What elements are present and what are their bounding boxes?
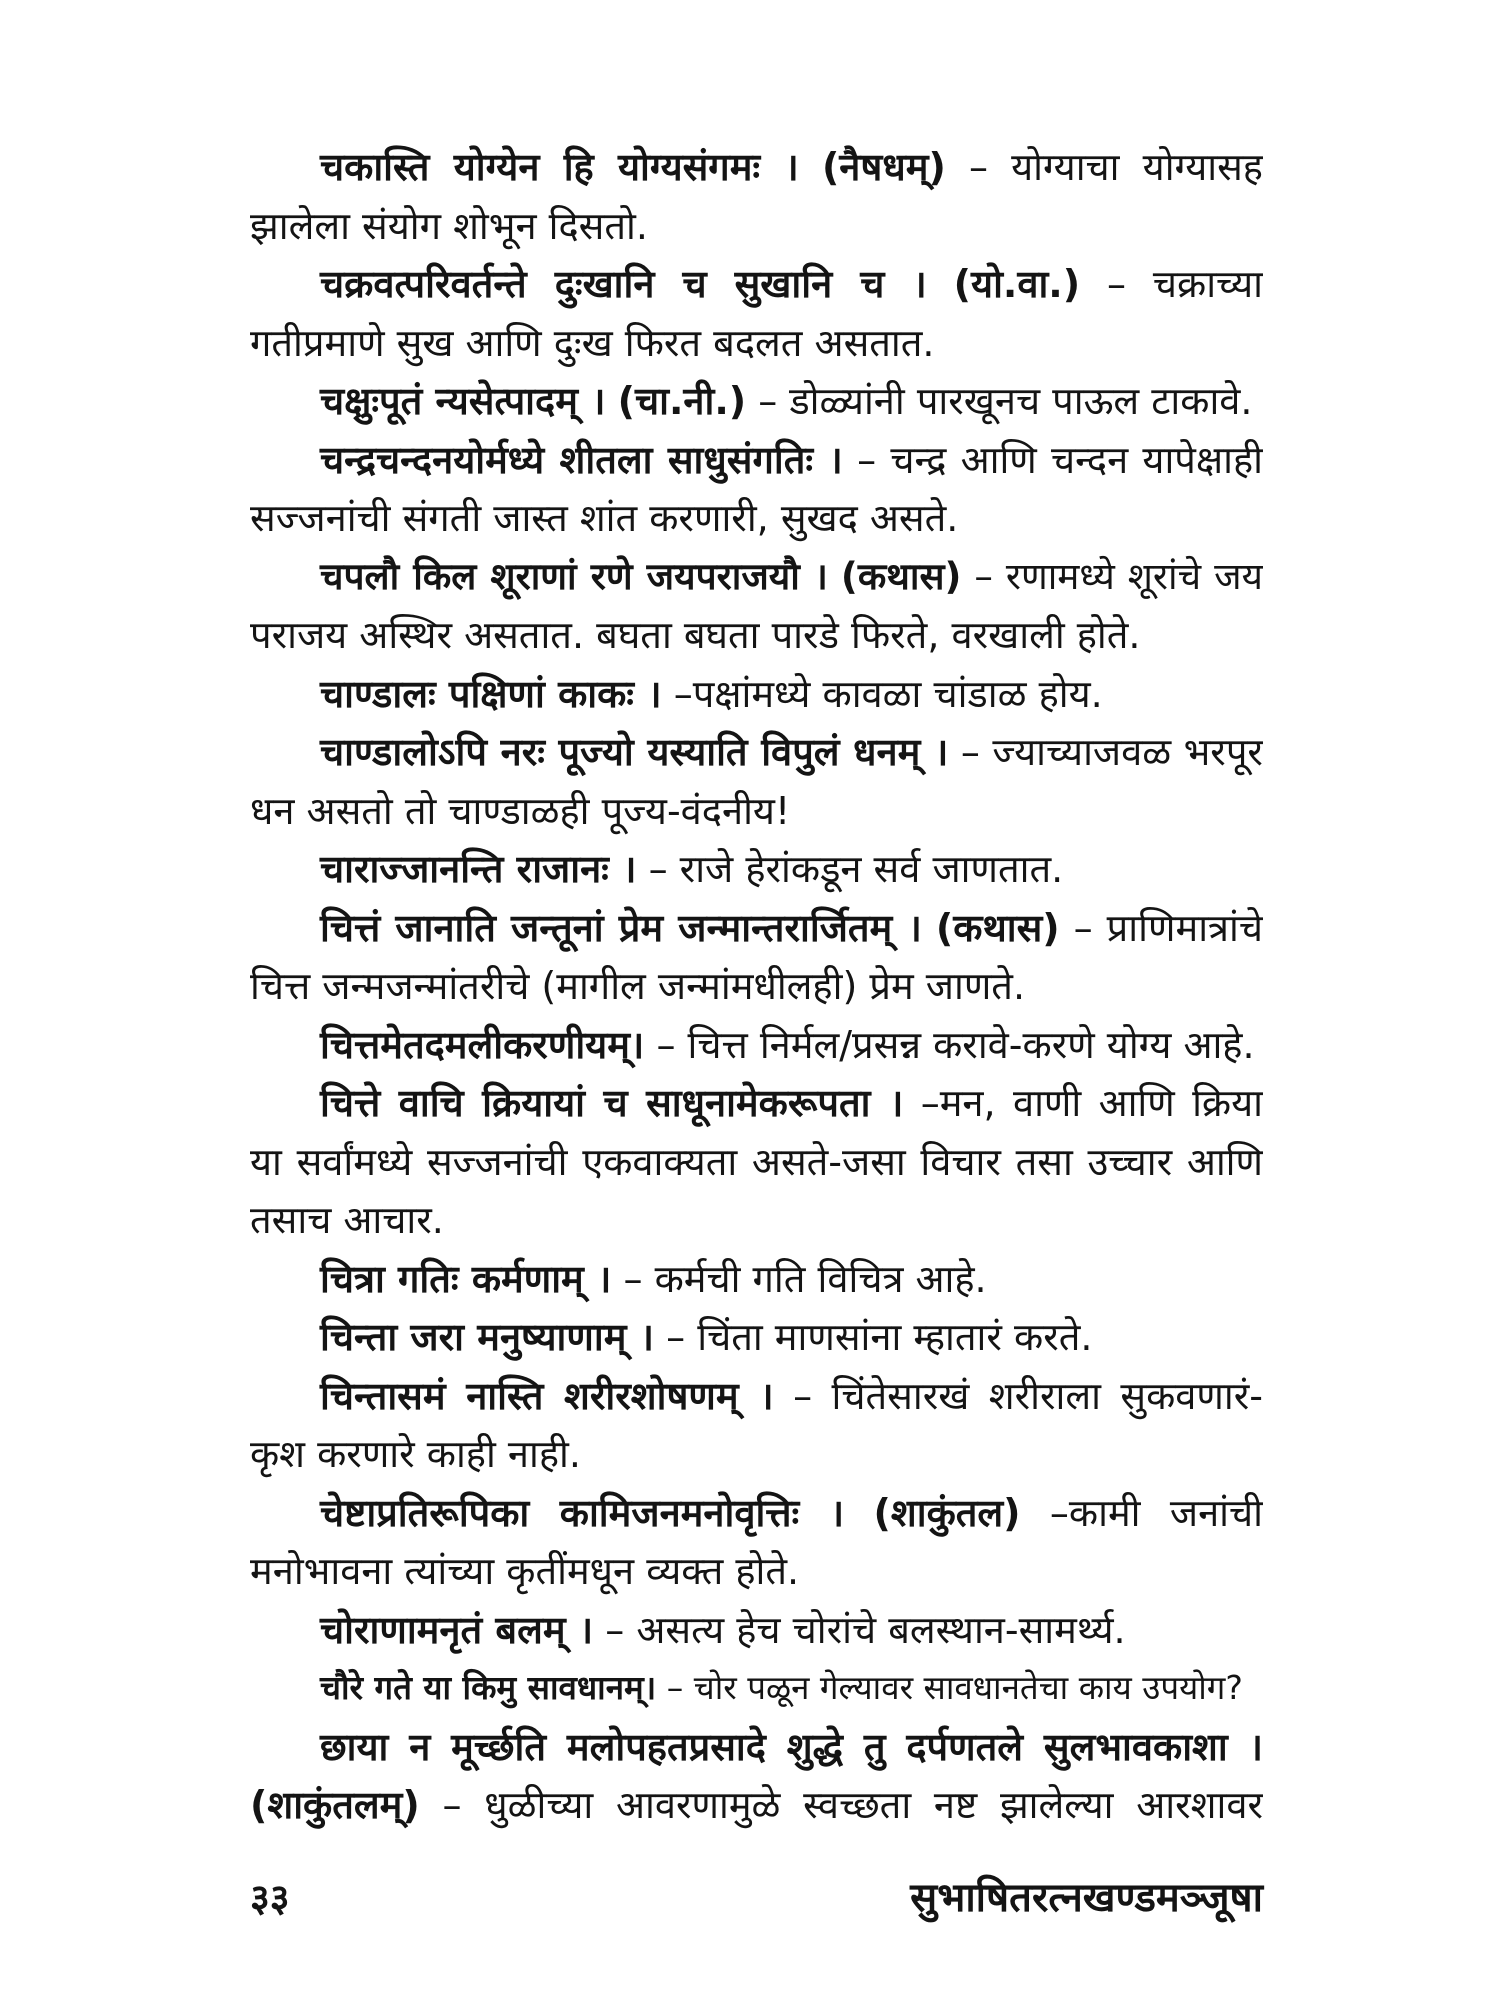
entry-line: [250, 1542, 1263, 1601]
marathi-meaning: झालेला संयोग शोभून दिसतो.: [250, 203, 648, 248]
marathi-meaning: – चिंतेसारखं शरीराला सुकवणारं-: [793, 1373, 1263, 1418]
entry-line: [250, 782, 1263, 841]
entry-line: [250, 1718, 1263, 1777]
entry-line: [250, 314, 1263, 373]
book-title: सुभाषितरत्नखण्डमञ्जूषा: [910, 1875, 1263, 1921]
subhashita-entry: [250, 1718, 1263, 1835]
subhashita-entry: [250, 1074, 1263, 1250]
marathi-meaning: –मन, वाणी आणि क्रिया: [920, 1081, 1263, 1125]
entry-line: [250, 723, 1263, 782]
sanskrit-verse: चाण्डालोऽपि नरः पूज्यो यस्याति विपुलं धनम् ।: [320, 730, 949, 774]
subhashita-entry: [250, 431, 1263, 548]
sanskrit-verse: चित्तं जानाति जन्तूनां प्रेम जन्मान्तरार्जितम् ।: [320, 905, 922, 950]
marathi-meaning: – चक्राच्या: [1107, 262, 1263, 306]
sanskrit-verse: चोराणामनृतं बलम् ।: [320, 1607, 594, 1652]
marathi-meaning: – चन्द्र आणि चन्दन यापेक्षाही: [857, 437, 1263, 482]
source-reference: (कथास): [935, 905, 1060, 950]
subhashita-entry: [250, 1016, 1263, 1075]
entry-line: [250, 1016, 1263, 1075]
subhashita-entry: [250, 723, 1263, 840]
entry-line: [250, 665, 1263, 724]
subhashita-entry: [250, 665, 1263, 724]
source-reference: (शाकुंतल): [873, 1490, 1021, 1535]
marathi-meaning: सज्जनांची संगती जास्त शांत करणारी, सुखद असते.: [250, 496, 959, 540]
marathi-meaning: –कामी जनांची: [1049, 1490, 1263, 1535]
subhashita-entry: [250, 1659, 1263, 1718]
marathi-meaning: –पक्षांमध्ये कावळा चांडाळ होय.: [673, 671, 1103, 716]
entry-line: [250, 548, 1263, 607]
source-reference: (नैषधम्): [821, 145, 946, 189]
sanskrit-verse: चक्रवत्परिवर्तन्ते दुःखानि च सुखानि च ।: [320, 262, 927, 306]
subhashita-entry: [250, 1308, 1263, 1367]
marathi-meaning: गतीप्रमाणे सुख आणि दुःख फिरत बदलत असतात.: [250, 320, 935, 365]
entry-line: [250, 431, 1263, 490]
marathi-meaning: चित्त जन्मजन्मांतरीचे (मागील जन्मांमधीलही) प्रेम जाणते.: [250, 964, 1026, 1008]
marathi-meaning: – चिंता माणसांना म्हातारं करते.: [666, 1315, 1093, 1359]
page-footer: [250, 1868, 1263, 1928]
entry-line: [250, 1133, 1263, 1192]
subhashita-list: [250, 138, 1263, 1835]
subhashita-entry: [250, 138, 1263, 255]
sanskrit-verse: चेष्टाप्रतिरूपिका कामिजनमनोवृत्तिः ।: [320, 1490, 845, 1535]
subhashita-entry: [250, 548, 1263, 665]
subhashita-entry: [250, 255, 1263, 372]
subhashita-entry: [250, 372, 1263, 431]
subhashita-entry: [250, 1484, 1263, 1601]
sanskrit-verse: छाया न मूर्च्छति मलोपहतप्रसादे शुद्धे तु दर्पणतले सुलभावकाशा ।: [320, 1724, 1263, 1769]
entry-line: [250, 606, 1263, 665]
marathi-meaning: तसाच आचार.: [250, 1198, 444, 1242]
source-reference: (चा.नी.): [617, 379, 747, 423]
entry-line: [250, 1659, 1263, 1718]
source-reference: (यो.वा.): [953, 262, 1081, 306]
sanskrit-verse: चित्तमेतदमलीकरणीयम्।: [320, 1022, 645, 1067]
marathi-meaning: या सर्वांमध्ये सज्जनांची एकवाक्यता असते-जसा विचार तसा उच्चार आणि: [250, 1139, 1263, 1184]
subhashita-entry: [250, 1601, 1263, 1660]
subhashita-entry: [250, 840, 1263, 899]
subhashita-entry: [250, 899, 1263, 1016]
sanskrit-verse: चित्ते वाचि क्रियायां च साधूनामेकरूपता ।: [320, 1081, 904, 1125]
entry-line: [250, 1601, 1263, 1660]
sanskrit-verse: चिन्तासमं नास्ति शरीरशोषणम् ।: [320, 1373, 774, 1418]
marathi-meaning: – चित्त निर्मल/प्रसन्न करावे-करणे योग्य आहे.: [656, 1022, 1255, 1067]
entry-line: [250, 138, 1263, 197]
entry-line: [250, 1308, 1263, 1367]
sanskrit-verse: चित्रा गतिः कर्मणाम् ।: [320, 1256, 612, 1301]
sanskrit-verse: चाराज्जानन्ति राजानः ।: [320, 847, 637, 891]
marathi-meaning: – ज्याच्याजवळ भरपूर: [960, 730, 1263, 774]
entry-line: [250, 1191, 1263, 1250]
entry-line: [250, 1425, 1263, 1484]
subhashita-entry: [250, 1367, 1263, 1484]
marathi-meaning: – धुळीच्या आवरणामुळे स्वच्छता नष्ट झालेल्या आरशावर: [442, 1783, 1263, 1827]
entry-line: [250, 255, 1263, 314]
marathi-meaning: धन असतो तो चाण्डाळही पूज्य-वंदनीय!: [250, 788, 791, 833]
subhashita-entry: [250, 1250, 1263, 1309]
marathi-meaning: – रणामध्ये शूरांचे जय: [974, 554, 1263, 598]
marathi-meaning: – योग्याचा योग्यासह: [968, 145, 1263, 189]
entry-line: [250, 1484, 1263, 1543]
marathi-meaning: – राजे हेरांकडून सर्व जाणतात.: [648, 847, 1064, 891]
entry-line: [250, 1074, 1263, 1133]
sanskrit-verse: चिन्ता जरा मनुष्याणाम् ।: [320, 1315, 655, 1359]
sanskrit-verse: चाण्डालः पक्षिणां काकः ।: [320, 671, 662, 716]
sanskrit-verse: चकास्ति योग्येन हि योग्यसंगमः ।: [320, 145, 799, 189]
marathi-meaning: – असत्य हेच चोरांचे बलस्थान-सामर्थ्य.: [605, 1607, 1126, 1652]
marathi-meaning: – कर्मची गति विचित्र आहे.: [623, 1256, 987, 1301]
entry-line: [250, 899, 1263, 958]
entry-line: [250, 840, 1263, 899]
marathi-meaning: पराजय अस्थिर असतात. बघता बघता पारडे फिरते, वरखाली होते.: [250, 613, 1141, 657]
entry-line: [250, 489, 1263, 548]
entry-line: [250, 957, 1263, 1016]
marathi-meaning: मनोभावना त्यांच्या कृतींमधून व्यक्त होते.: [250, 1549, 800, 1593]
marathi-meaning: – प्राणिमात्रांचे: [1073, 905, 1263, 950]
marathi-meaning: – डोळ्यांनी पारखूनच पाऊल टाकावे.: [758, 379, 1253, 423]
entry-line: [250, 372, 1263, 431]
sanskrit-verse: चपलौ किल शूराणां रणे जयपराजयौ ।: [320, 554, 828, 598]
entry-line: [250, 1250, 1263, 1309]
source-reference: (शाकुंतलम्): [250, 1783, 420, 1827]
marathi-meaning: कृश करणारे काही नाही.: [250, 1432, 581, 1476]
sanskrit-verse: चौरे गते या किमु सावधानम्।: [320, 1668, 657, 1707]
page-number: ३३: [250, 1876, 290, 1920]
sanskrit-verse: चन्द्रचन्दनयोर्मध्ये शीतला साधुसंगतिः ।: [320, 437, 843, 482]
entry-line: [250, 1367, 1263, 1426]
source-reference: (कथास): [840, 554, 962, 598]
sanskrit-verse: चक्षुःपूतं न्यसेत्पादम् ।: [320, 379, 606, 423]
entry-line: [250, 197, 1263, 256]
entry-line: [250, 1776, 1263, 1835]
marathi-meaning: – चोर पळून गेल्यावर सावधानतेचा काय उपयोग?: [666, 1668, 1243, 1707]
